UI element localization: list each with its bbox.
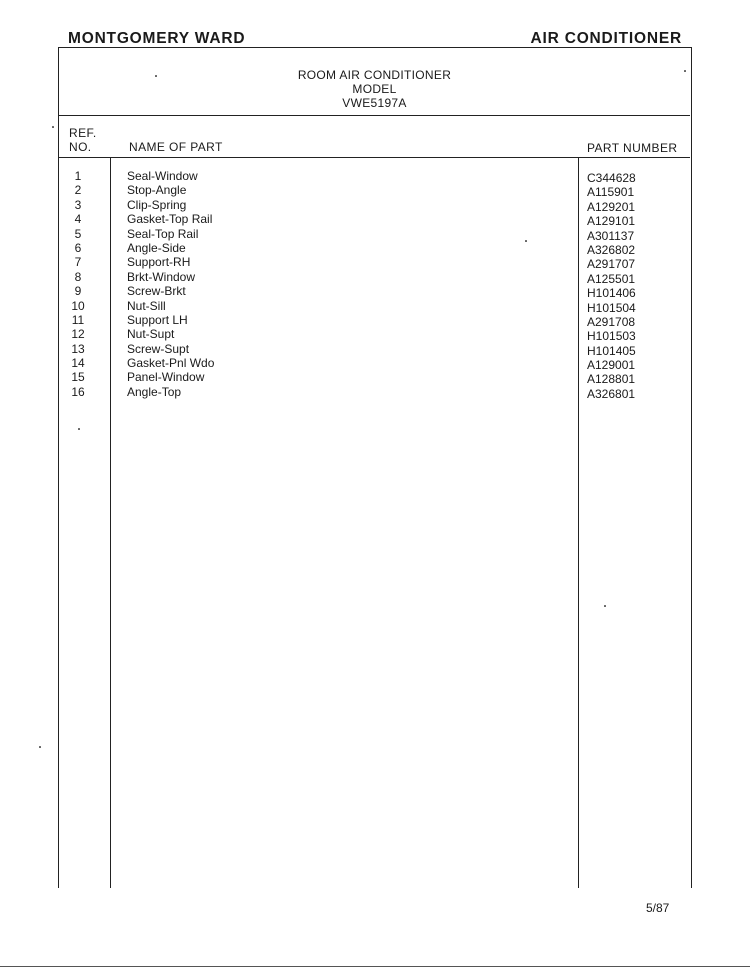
parts-list-frame bbox=[58, 47, 692, 888]
part-number: H101406 bbox=[587, 286, 636, 301]
ref-number: 10 bbox=[71, 298, 85, 313]
ref-number: 2 bbox=[74, 183, 82, 198]
ref-number: 13 bbox=[71, 341, 85, 356]
part-name: Screw-Brkt bbox=[127, 284, 186, 299]
part-number: A129201 bbox=[587, 199, 636, 214]
ref-number: 4 bbox=[74, 212, 82, 227]
part-name: Support-RH bbox=[127, 255, 191, 270]
part-name: Gasket-Top Rail bbox=[127, 212, 213, 227]
parts-table-body bbox=[59, 169, 690, 399]
header-divider bbox=[59, 157, 690, 158]
ref-number: 9 bbox=[74, 284, 82, 299]
part-number: H101405 bbox=[587, 343, 636, 358]
part-name: Nut-Sill bbox=[127, 298, 166, 313]
part-number: A129101 bbox=[587, 214, 636, 229]
bottom-divider bbox=[0, 966, 750, 967]
part-number: A129001 bbox=[587, 358, 636, 373]
table-row bbox=[59, 241, 690, 255]
part-name: Gasket-Pnl Wdo bbox=[127, 356, 215, 371]
ref-number: 14 bbox=[71, 356, 85, 371]
part-name: Nut-Supt bbox=[127, 327, 175, 342]
part-name: Angle-Top bbox=[127, 384, 182, 399]
part-name: Screw-Supt bbox=[127, 341, 190, 356]
ref-number: 8 bbox=[74, 269, 82, 284]
scan-speck bbox=[78, 428, 80, 430]
page-date: 5/87 bbox=[646, 901, 670, 915]
part-name: Support LH bbox=[127, 312, 188, 327]
table-row bbox=[59, 198, 690, 212]
part-name: Panel-Window bbox=[127, 370, 205, 385]
part-number: A291707 bbox=[587, 257, 636, 272]
scan-speck bbox=[684, 70, 686, 72]
ref-header-line-1: REF. bbox=[69, 126, 97, 140]
brand-header: MONTGOMERY WARD bbox=[68, 30, 246, 47]
ref-number: 15 bbox=[71, 370, 85, 385]
table-row bbox=[59, 227, 690, 241]
ref-no-column-header bbox=[69, 126, 97, 154]
scan-speck bbox=[52, 126, 54, 128]
part-number: H101503 bbox=[587, 329, 636, 344]
ref-number: 3 bbox=[74, 197, 82, 212]
table-row bbox=[59, 270, 690, 284]
part-number: A326801 bbox=[587, 386, 636, 401]
ref-header-line-2: NO. bbox=[69, 140, 92, 154]
ref-number: 6 bbox=[74, 240, 82, 255]
ref-number: 5 bbox=[74, 226, 82, 241]
part-number: C344628 bbox=[587, 171, 636, 185]
part-name: Brkt-Window bbox=[127, 269, 196, 284]
ref-number: 11 bbox=[71, 312, 85, 327]
scan-speck bbox=[525, 240, 527, 242]
table-row bbox=[59, 313, 690, 327]
ref-number: 16 bbox=[71, 384, 85, 399]
table-row bbox=[59, 169, 690, 183]
table-row bbox=[59, 327, 690, 344]
part-name: Angle-Side bbox=[127, 240, 186, 255]
part-number: A128801 bbox=[587, 372, 636, 387]
model-title-box bbox=[59, 48, 690, 116]
table-row bbox=[59, 385, 690, 399]
table-row bbox=[59, 342, 690, 356]
ref-number: 7 bbox=[74, 255, 82, 270]
table-row bbox=[59, 183, 690, 200]
ref-number: 12 bbox=[71, 327, 85, 342]
table-row bbox=[59, 212, 690, 229]
scan-speck bbox=[155, 75, 157, 77]
part-name: Seal-Window bbox=[127, 169, 198, 183]
title-line-2: MODEL bbox=[352, 82, 397, 96]
category-header: AIR CONDITIONER bbox=[530, 30, 682, 47]
part-number: A291708 bbox=[587, 314, 636, 329]
table-row bbox=[59, 255, 690, 272]
scan-speck bbox=[604, 605, 606, 607]
scan-speck bbox=[39, 746, 41, 748]
part-number: H101504 bbox=[587, 300, 636, 315]
name-of-part-column-header: NAME OF PART bbox=[129, 140, 223, 154]
part-number: A301137 bbox=[587, 228, 635, 243]
part-number: A326802 bbox=[587, 242, 636, 257]
part-name: Clip-Spring bbox=[127, 197, 187, 212]
ref-number: 1 bbox=[74, 169, 82, 183]
table-row bbox=[59, 284, 690, 301]
part-name: Seal-Top Rail bbox=[127, 226, 199, 241]
title-line-1: ROOM AIR CONDITIONER bbox=[297, 68, 452, 82]
table-row bbox=[59, 299, 690, 313]
part-name: Stop-Angle bbox=[127, 183, 187, 198]
part-number-column-header: PART NUMBER bbox=[587, 141, 678, 155]
title-line-3: VWE5197A bbox=[342, 96, 407, 110]
part-number: A115901 bbox=[587, 185, 635, 200]
table-row bbox=[59, 356, 690, 373]
table-row bbox=[59, 370, 690, 387]
part-number: A125501 bbox=[587, 271, 636, 286]
